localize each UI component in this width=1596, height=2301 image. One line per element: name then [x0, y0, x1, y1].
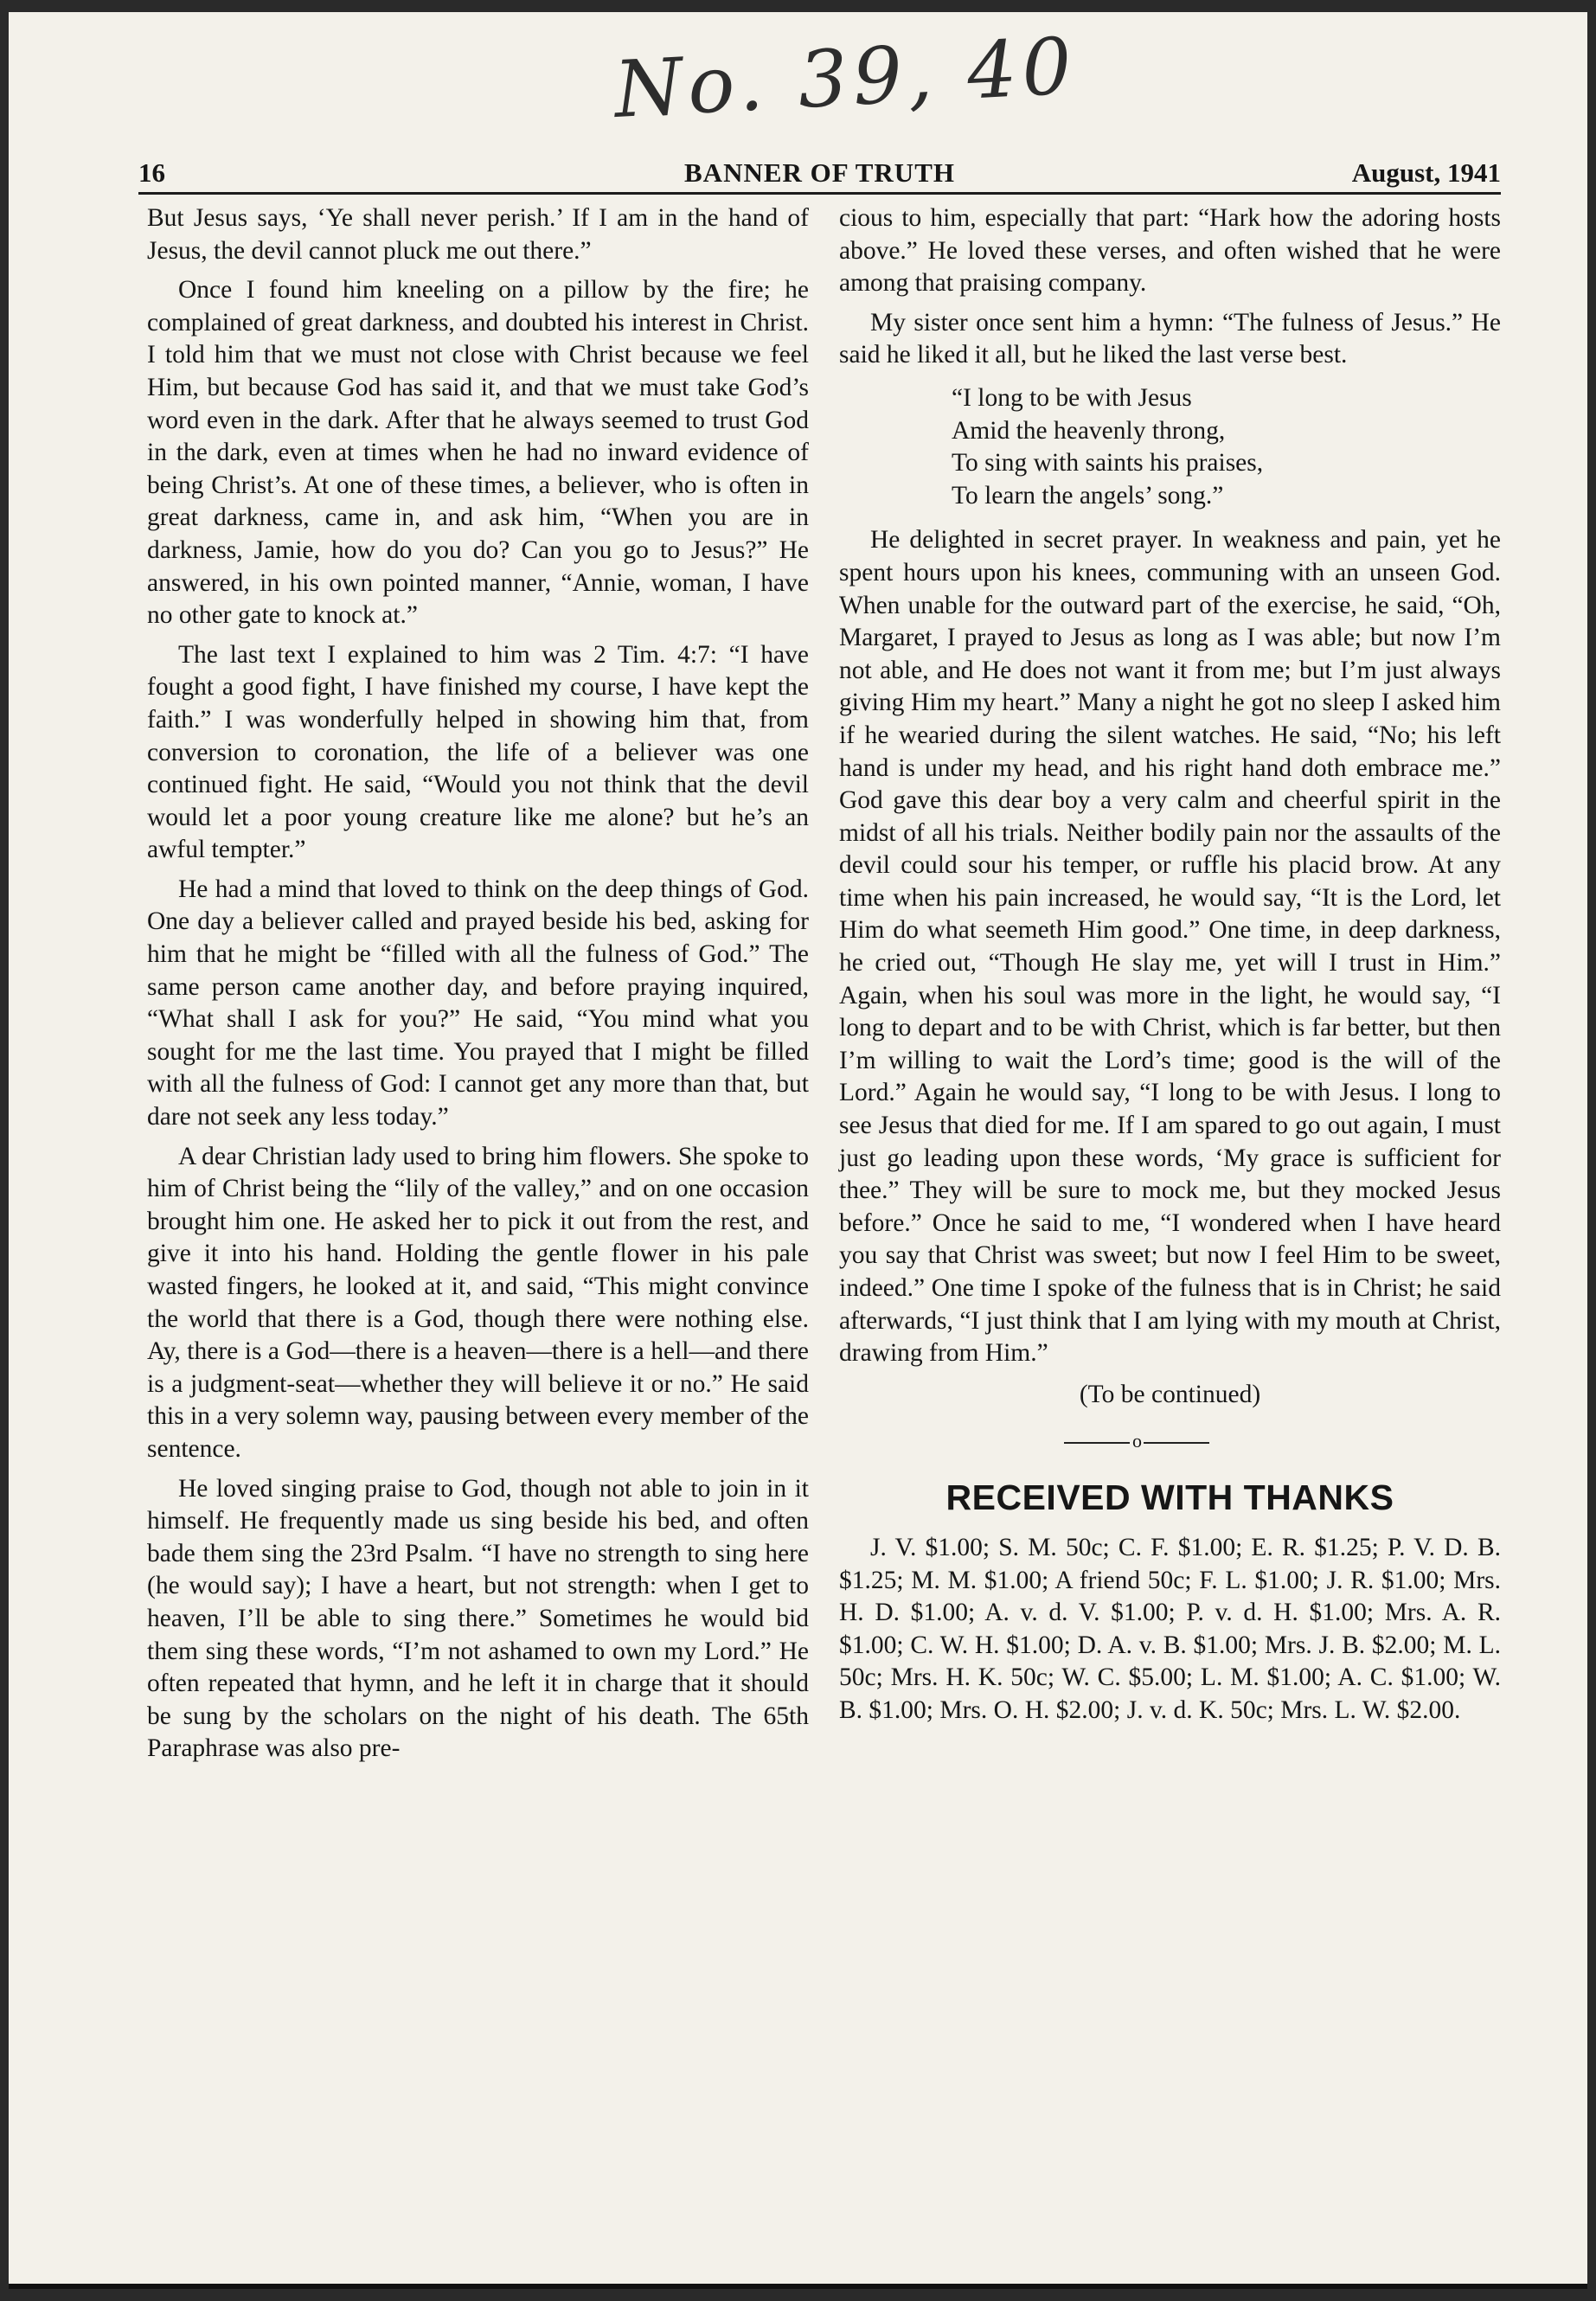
right-column	[839, 202, 1501, 1734]
verse-line: “I long to be with Jesus	[952, 383, 1192, 412]
donations-list: J. V. $1.00; S. M. 50c; C. F. $1.00; E. R. $1.25; P. V. D. B. $1.25; M. M. $1.00; A friend 50c; F. L. $1.00; J. R. $1.00; Mrs. H. D. $1.00; A. v. d. V. $1.00; P. v. d. H. $1.00; Mrs. A. R. $1.00; C. W. H. $1.00; D. A. v. B. $1.00; Mrs. J. B. $2.00; M. L. 50c; Mrs. H. K. 50c; W. C. $5.00; L. M. $1.00; A. C. $1.00; W. B. $1.00; Mrs. O. H. $2.00; J. v. d. K. 50c; Mrs. L. W. $2.00.	[839, 1533, 1501, 1724]
verse-line: Amid the heavenly throng,	[952, 416, 1226, 445]
divider-ornament: o	[1132, 1430, 1142, 1452]
paragraph: He had a mind that loved to think on the deep things of God. One day a believer called and prayed beside his bed, asking for him that he might be “filled with all the fulness of God.” The same person came another day, and before praying inquired, “What shall I ask for you?” He said, “You mind what you sought for me the last time. You prayed that I might be filled with all the fulness of God: I cannot get any more than that, but dare not seek any less today.”	[147, 875, 809, 1131]
header-rule	[138, 192, 1501, 195]
handwritten-issue-note: No. 39, 40	[612, 21, 1080, 136]
received-heading: RECEIVED WITH THANKS	[945, 1477, 1394, 1518]
paragraph: He loved singing praise to God, though not able to join in it himself. He frequently made us sing beside his bed, and often bade them sing the 23rd Psalm. “I have no strength to sing here (he would say); I have a heart, but not strength: when I get to heaven, I’ll be able to sing there.” Sometimes he would bid them sing these words, “I’m not ashamed to own my Lord.” He often repeated that hymn, and he left it in charge that it should be sung by the scholars on the night of his death. The 65th Paraphrase was also pre-	[147, 1474, 809, 1763]
issue-date: August, 1941	[1351, 157, 1501, 188]
paragraph: My sister once sent him a hymn: “The fulness of Jesus.” He said he liked it all, but he liked the last verse best.	[839, 308, 1501, 369]
paragraph: The last text I explained to him was 2 Tim. 4:7: “I have fought a good fight, I have finished my course, I have kept the faith.” I was wonderfully helped in showing him that, from conversion to coronation, the life of a believer was one continued fight. He said, “Would you not think that the devil would let a poor young creature like me alone? but he’s an awful tempter.”	[147, 640, 809, 864]
page-bottom-edge	[9, 2284, 1587, 2289]
verse-line: To sing with saints his praises,	[952, 449, 1264, 478]
paragraph: A dear Christian lady used to bring him flowers. She spoke to him of Christ being the “lily of the valley,” and on one occasion brought him one. He asked her to pick it out from the rest, and give it into his hand. Holding the gentle flower in his pale wasted fingers, he looked at it, and said, “This might convince the world that there is a God, though there were nothing else. Ay, there is a God—there is a heaven—there is a hell—and there is a judgment-seat—whether they will believe it or no.” He said this in a very solemn way, pausing between every member of the sentence.	[147, 1142, 809, 1463]
paragraph: He delighted in secret prayer. In weakness and pain, yet he spent hours upon his knees, communing with an unseen God. When unable for the outward part of the exercise, he said, “Oh, Margaret, I prayed to Jesus as long as I was able; but now I’m not able, and He does not want it from me; but I’m just always giving Him my heart.” Many a night he got no sleep I asked him if he wearied during the silent watches. He said, “No; his left hand is under my head, and his right hand doth embrace me.” God gave this dear boy a very calm and cheerful spirit in the midst of all his trials. Neither bodily pain nor the assaults of the devil could sour his temper, or ruffle his placid brow. At any time when his pain increased, he would say, “It is the Lord, let Him do what seemeth Him good.” One time, in deep darkness, he cried out, “Though He slay me, yet will I trust in Him.” Again, when his soul was more in the light, he would say, “I long to depart and to be with Christ, which is far better, but then I’m willing to wait the Lord’s time; good is the will of the Lord.” Again he would say, “I long to be with Jesus. I long to see Jesus that died for me. If I am spared to go out again, I must just go leading upon these words, ‘My grace is sufficient for thee.” They will be sure to mock me, but they mocked Jesus before.” Once he said to me, “I wondered when I have heard you say that Christ was sweet; but now I feel Him to be sweet, indeed.” One time I spoke of the fulness that is in Christ; he said afterwards, “I just think that I am lying with my mouth at Christ, drawing from Him.”	[839, 526, 1501, 1368]
paragraph: But Jesus says, ‘Ye shall never perish.’ If I am in the hand of Jesus, the devil cannot pluck me out there.”	[147, 204, 809, 265]
section-divider	[839, 1423, 1501, 1458]
divider-line	[1064, 1442, 1130, 1444]
paragraph: cious to him, especially that part: “Hark how the adoring hosts above.” He loved these verses, and often wished that he were among that praising company.	[839, 204, 1501, 298]
publication-title: BANNER OF TRUTH	[684, 157, 955, 188]
left-column	[147, 202, 809, 1772]
page-number: 16	[138, 157, 165, 188]
to-be-continued: (To be continued)	[1079, 1380, 1261, 1408]
magazine-page	[9, 12, 1587, 2289]
paragraph: Once I found him kneeling on a pillow by the fire; he complained of great darkness, and doubted his interest in Christ. I told him that we must not close with Christ because we feel Him, but because God has said it, and that we must take God’s word even in the dark. After that he always seemed to trust God in the dark, even at times when he had no inward evidence of being Christ’s. At one of these times, a believer, who is often in great darkness, came in, and ask him, “When you are in darkness, Jamie, how do you do? Can you go to Jesus?” He answered, in his own pointed manner, “Annie, woman, I have no other gate to knock at.”	[147, 276, 809, 630]
hymn-verse	[952, 382, 1501, 512]
running-header	[138, 157, 1501, 192]
divider-line	[1144, 1442, 1209, 1444]
verse-line: To learn the angels’ song.”	[952, 481, 1224, 510]
